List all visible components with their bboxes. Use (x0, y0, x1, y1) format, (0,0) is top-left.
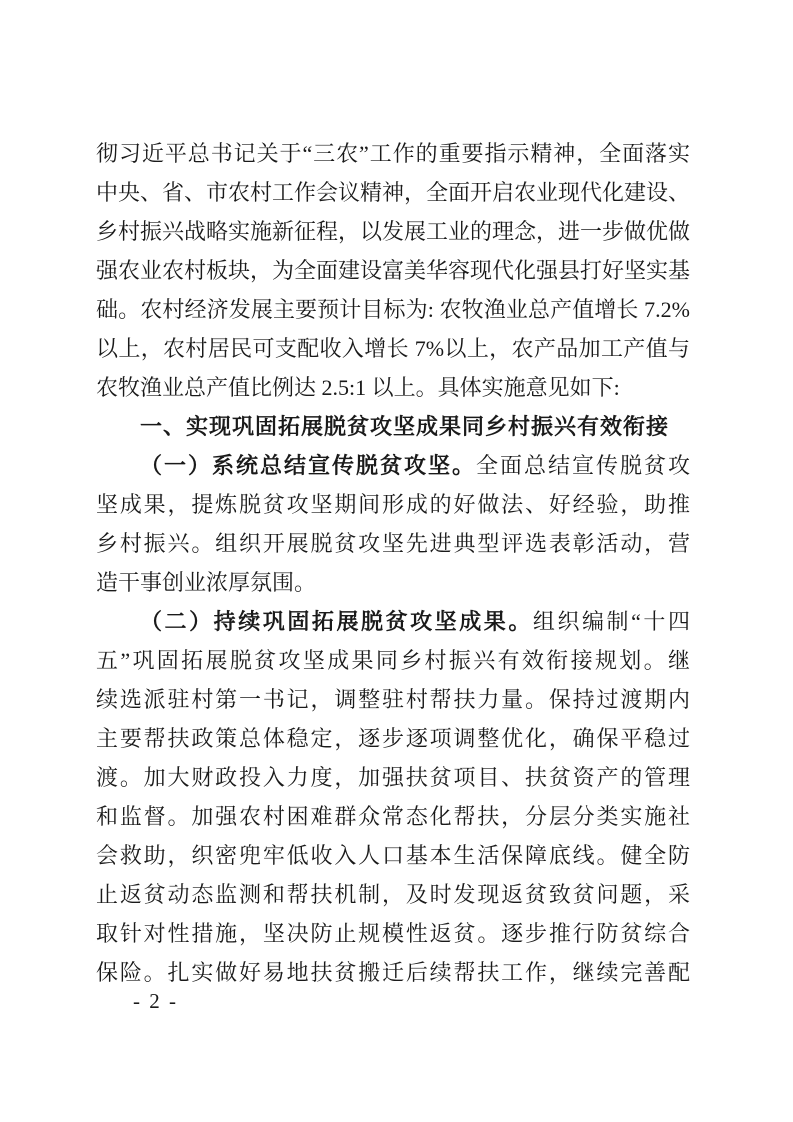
text-line (96, 602, 690, 641)
line-text: 组织编制“十四 (532, 609, 690, 634)
text-line (96, 290, 690, 329)
line-text: 彻习近平总书记关于“三农”工作的重要指示精神，全面落实 (96, 141, 690, 166)
text-line (96, 758, 690, 797)
page-number: - 2 - (133, 989, 178, 1013)
text-line (96, 485, 690, 524)
line-text: 续选派驻村第一书记，调整驻村帮扶力量。保持过渡期内 (96, 687, 690, 712)
text-line (96, 797, 690, 836)
line-text: 主要帮扶政策总体稳定，逐步逐项调整优化，确保平稳过 (96, 726, 690, 751)
text-line (96, 134, 690, 173)
text-line (96, 368, 690, 407)
line-text: 强农业农村板块，为全面建设富美华容现代化强县打好坚实基 (96, 258, 691, 283)
line-text: 造干事创业浓厚氛围。 (96, 570, 317, 595)
text-line (96, 680, 690, 719)
line-text: 农牧渔业总产值比例达 2.5:1 以上。具体实施意见如下: (96, 375, 620, 400)
line-text: 保险。扎实做好易地扶贫搬迁后续帮扶工作，继续完善配 (96, 960, 690, 985)
text-line (96, 836, 690, 875)
text-line (96, 524, 690, 563)
text-line (96, 446, 690, 485)
line-text: 和监督。加强农村困难群众常态化帮扶，分层分类实施社 (96, 804, 690, 829)
line-text: 坚成果，提炼脱贫攻坚期间形成的好做法、好经验，助推 (96, 492, 690, 517)
text-line (96, 914, 690, 953)
text-line (96, 875, 690, 914)
text-line (96, 953, 690, 992)
line-text: 以上，农村居民可支配收入增长 7%以上，农产品加工产值与 (96, 336, 690, 361)
line-text: 全面总结宣传脱贫攻 (475, 453, 690, 478)
line-text: 五”巩固拓展脱贫攻坚成果同乡村振兴有效衔接规划。继 (96, 648, 690, 673)
heading-text: 一、实现巩固拓展脱贫攻坚成果同乡村振兴有效衔接 (140, 414, 670, 439)
line-text: 乡村振兴。组织开展脱贫攻坚先进典型评选表彰活动，营 (96, 531, 690, 556)
section-heading (96, 407, 690, 446)
text-line (96, 641, 690, 680)
text-line (96, 251, 690, 290)
line-text: 础。农村经济发展主要预计目标为: 农牧渔业总产值增长 7.2% (96, 297, 690, 322)
text-line (96, 563, 690, 602)
text-line (96, 329, 690, 368)
text-line (96, 212, 690, 251)
paragraph-lead: （二）持续巩固拓展脱贫攻坚成果。 (140, 609, 533, 634)
line-text: 会救助，织密兜牢低收入人口基本生活保障底线。健全防 (96, 843, 690, 868)
text-line (96, 173, 690, 212)
line-text: 渡。加大财政投入力度，加强扶贫项目、扶贫资产的管理 (96, 765, 690, 790)
document-body (96, 134, 690, 992)
text-line (96, 719, 690, 758)
paragraph-lead: （一）系统总结宣传脱贫攻坚。 (140, 453, 476, 478)
line-text: 止返贫动态监测和帮扶机制，及时发现返贫致贫问题，采 (96, 882, 690, 907)
line-text: 取针对性措施，坚决防止规模性返贫。逐步推行防贫综合 (96, 921, 690, 946)
line-text: 中央、省、市农村工作会议精神，全面开启农业现代化建设、 (96, 180, 691, 205)
line-text: 乡村振兴战略实施新征程，以发展工业的理念，进一步做优做 (96, 219, 691, 244)
